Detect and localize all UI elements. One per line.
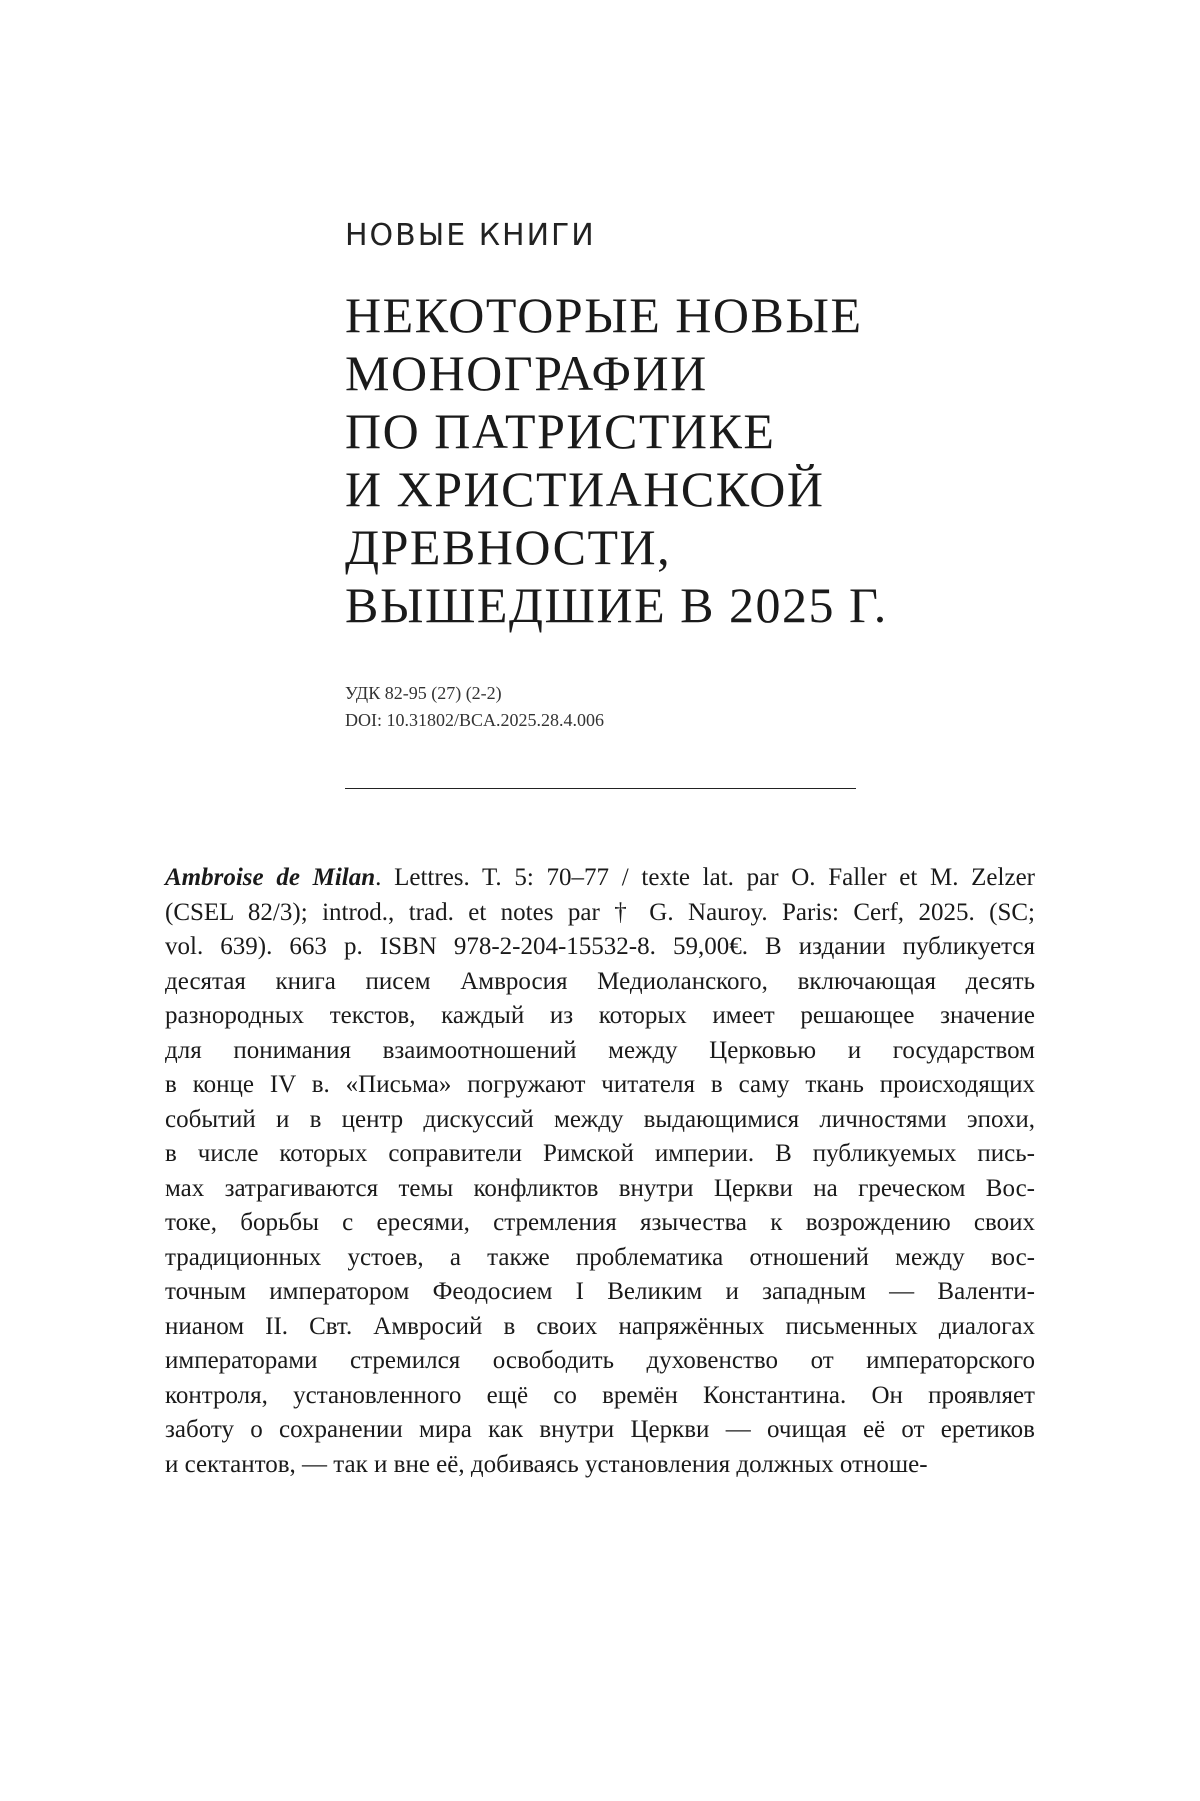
review-line: (CSEL 82/3); introd., trad. et notes par † G. Nauroy. Paris: Cerf, 2025. (SC; (165, 898, 1035, 926)
title-line: ПО ПАТРИСТИКЕ (345, 403, 776, 459)
review-line: в конце IV в. «Письма» погружают читателя в саму ткань происходящих (165, 1071, 1035, 1098)
title-line: НЕКОТОРЫЕ НОВЫЕ (345, 287, 863, 343)
doi-link[interactable]: DOI: 10.31802/BCA.2025.28.4.006 (345, 710, 605, 730)
review-line: нианом II. Свт. Амвросий в своих напряжённых письменных диалогах (165, 1312, 1035, 1340)
review-line: десятая книга писем Амвросия Медиоланского, включающая десять (165, 967, 1035, 995)
book-citation: . Lettres. T. 5: 70–77 / texte lat. par O. Faller et M. Zelzer (375, 864, 1035, 891)
review-line: в числе которых соправители Римской империи. В публикуемых пись- (165, 1140, 1035, 1167)
review-line: контроля, установленного ещё со времён Константина. Он проявляет (165, 1381, 1035, 1409)
article-title (345, 286, 905, 634)
review-line (165, 861, 1035, 896)
review-line: точным императором Феодосием I Великим и западным — Валенти- (165, 1278, 1035, 1305)
review-line: vol. 639). 663 p. ISBN 978-2-204-15532-8. 59,00€. В издании публикуется (165, 933, 1035, 960)
article-meta (345, 680, 604, 734)
review-line: токе, борьбы с ересями, стремления язычества к возрождению своих (165, 1209, 1035, 1236)
review-paragraph (165, 861, 1035, 1482)
review-line: традиционных устоев, а также проблематика отношений между вос- (165, 1243, 1035, 1271)
review-line: разнородных текстов, каждый из которых имеет решающее значение (165, 1002, 1035, 1029)
review-line: императорами стремился освободить духовенство от императорского (165, 1347, 1035, 1374)
review-line: для понимания взаимоотношений между Церковью и государством (165, 1036, 1035, 1064)
review-line: мах затрагиваются темы конфликтов внутри Церкви на греческом Вос- (165, 1174, 1035, 1202)
title-line: ВЫШЕДШИЕ В 2025 Г. (345, 577, 888, 633)
title-line: МОНОГРАФИИ (345, 345, 708, 401)
title-line: И ХРИСТИАНСКОЙ (345, 461, 825, 517)
title-line: ДРЕВНОСТИ, (345, 519, 672, 575)
review-line: и сектантов, — так и вне её, добиваясь установления должных отноше- (165, 1450, 928, 1478)
section-label: НОВЫЕ КНИГИ (345, 218, 596, 253)
udc-code: УДК 82-95 (27) (2-2) (345, 683, 502, 703)
review-line: заботу о сохранении мира как внутри Церкви — очищая её от еретиков (165, 1416, 1035, 1443)
review-line: событий и в центр дискуссий между выдающимися личностями эпохи, (165, 1105, 1035, 1133)
book-author: Ambroise de Milan (165, 864, 376, 891)
separator-rule (345, 788, 856, 789)
